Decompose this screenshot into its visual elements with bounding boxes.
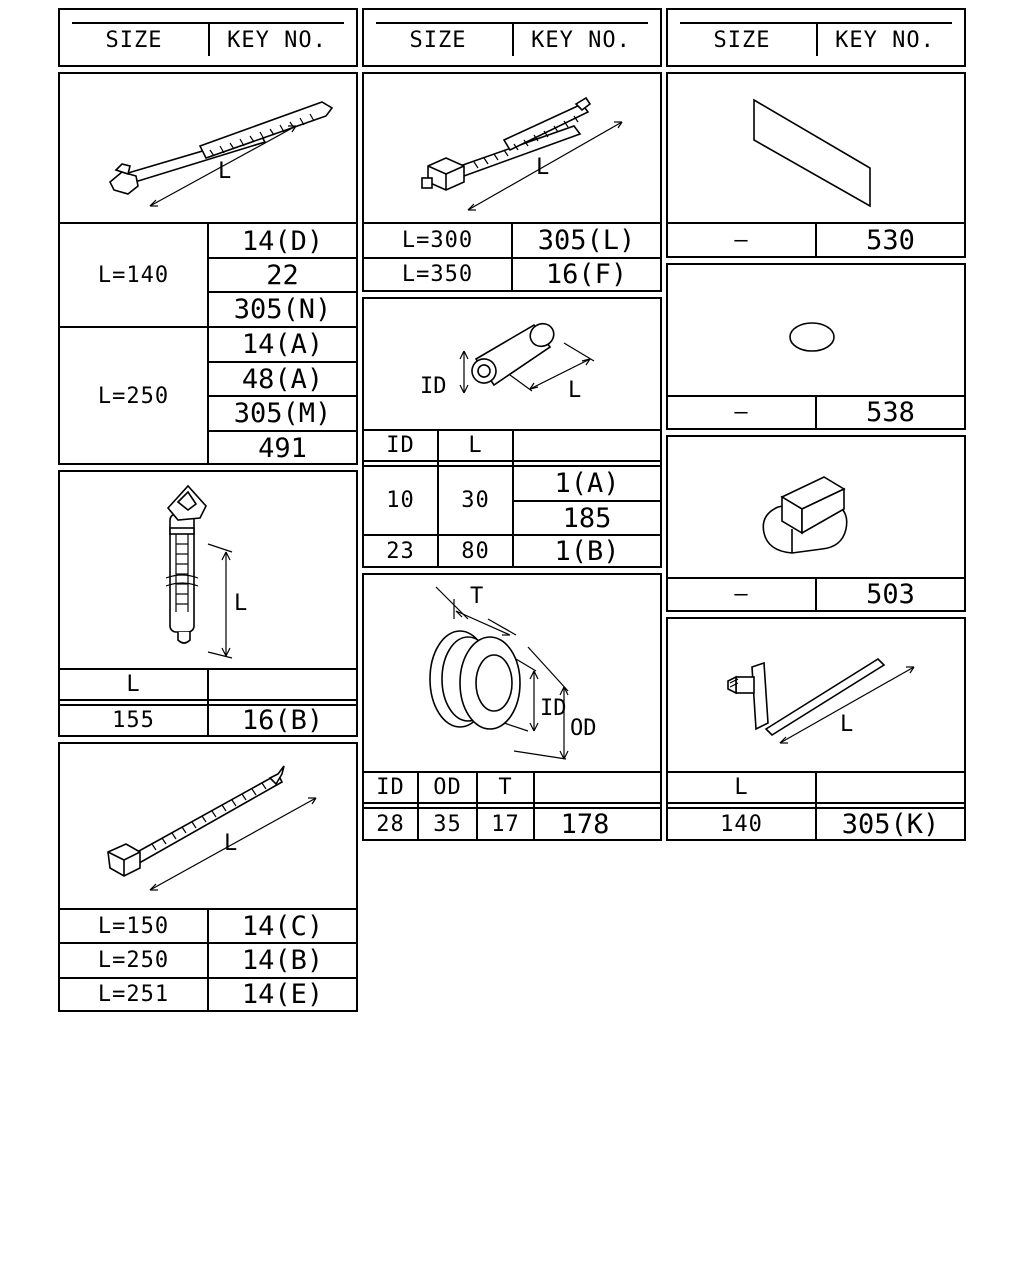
grommet-panel	[362, 573, 662, 841]
key-cell: 530	[866, 224, 915, 256]
sheet-panel	[666, 72, 966, 258]
col-header-id: ID	[386, 433, 415, 458]
oval-pad-panel	[666, 263, 966, 430]
stud-tie-panel	[666, 617, 966, 841]
clamp-drawing	[668, 437, 964, 577]
key-cell: 305(M)	[233, 398, 332, 429]
key-cell: 178	[560, 808, 610, 840]
key-cell: 22	[266, 259, 299, 291]
size-cell: —	[734, 400, 749, 425]
dim-label-l: L	[568, 378, 582, 403]
key-cell: 16(B)	[241, 705, 324, 736]
header-col3	[666, 8, 966, 67]
dim-label-od: OD	[570, 716, 597, 741]
cable-tie-a-panel	[58, 72, 358, 465]
key-cell: 503	[866, 579, 915, 610]
size-cell: L=250	[97, 384, 170, 409]
size-cell: —	[734, 227, 749, 253]
header-key-label: KEY NO.	[227, 27, 327, 53]
col-header-t: T	[498, 775, 513, 800]
header-col2	[362, 8, 662, 67]
od-cell: 35	[433, 811, 462, 837]
key-cell: 305(L)	[537, 225, 636, 256]
tube-panel	[362, 297, 662, 568]
size-cell: L=150	[97, 913, 170, 939]
tube-drawing	[364, 299, 660, 429]
key-cell: 538	[866, 397, 915, 428]
key-cell: 14(C)	[241, 910, 324, 942]
key-cell: 305(K)	[841, 808, 940, 840]
size-cell: L=350	[401, 262, 474, 287]
l-cell: 30	[461, 488, 490, 513]
cable-tie-c-drawing	[60, 744, 356, 908]
key-cell: 491	[258, 433, 307, 464]
size-cell: L=140	[97, 262, 170, 288]
header-key-label: KEY NO.	[835, 27, 935, 53]
header-size-label: SIZE	[105, 27, 163, 53]
key-cell: 1(A)	[554, 468, 620, 499]
size-cell: L=251	[97, 982, 170, 1007]
col-header-l: L	[468, 433, 483, 458]
key-cell: 48(A)	[241, 363, 324, 395]
key-cell: 185	[562, 502, 612, 534]
col-header-l: L	[126, 672, 141, 697]
id-cell: 10	[386, 488, 415, 513]
key-cell: 14(D)	[241, 225, 324, 257]
key-cell: 16(F)	[545, 259, 628, 290]
id-cell: 28	[376, 811, 405, 837]
cable-tie-a-drawing	[60, 74, 356, 222]
dim-label-id: ID	[540, 696, 567, 721]
size-cell: 140	[720, 811, 763, 837]
dim-label-l: L	[840, 712, 854, 737]
l-cell: 80	[461, 538, 490, 564]
col-header-od: OD	[433, 775, 462, 800]
dim-label-l: L	[234, 591, 248, 616]
size-cell: —	[734, 582, 749, 607]
dim-label-l: L	[218, 159, 232, 184]
grommet-drawing	[364, 575, 660, 771]
col-header-l: L	[734, 775, 749, 800]
key-cell: 14(A)	[241, 329, 324, 360]
size-cell: L=300	[401, 228, 474, 253]
size-cell: L=250	[97, 948, 170, 973]
key-cell: 305(N)	[233, 294, 332, 325]
t-cell: 17	[491, 811, 520, 837]
key-cell: 14(B)	[241, 945, 324, 976]
sheet-drawing	[668, 74, 964, 222]
key-cell: 14(E)	[241, 979, 324, 1010]
header-key-label: KEY NO.	[531, 27, 631, 53]
push-mount-tie-drawing	[60, 472, 356, 668]
dim-label-t: T	[470, 584, 484, 609]
push-mount-tie-panel	[58, 470, 358, 737]
header-size-label: SIZE	[409, 27, 467, 53]
dim-label-id: ID	[420, 374, 447, 399]
dim-label-l: L	[224, 831, 238, 856]
col-header-id: ID	[376, 775, 405, 800]
oval-pad-drawing	[668, 265, 964, 395]
header-col1	[58, 8, 358, 67]
header-size-label: SIZE	[713, 27, 771, 53]
key-cell: 1(B)	[554, 535, 620, 567]
stud-tie-drawing	[668, 619, 964, 771]
id-cell: 23	[386, 538, 415, 564]
clamp-panel	[666, 435, 966, 612]
cable-tie-b-drawing	[364, 74, 660, 222]
dim-label-l: L	[536, 155, 550, 180]
cable-tie-b-panel	[362, 72, 662, 292]
size-cell: 155	[112, 708, 155, 733]
cable-tie-c-panel	[58, 742, 358, 1012]
